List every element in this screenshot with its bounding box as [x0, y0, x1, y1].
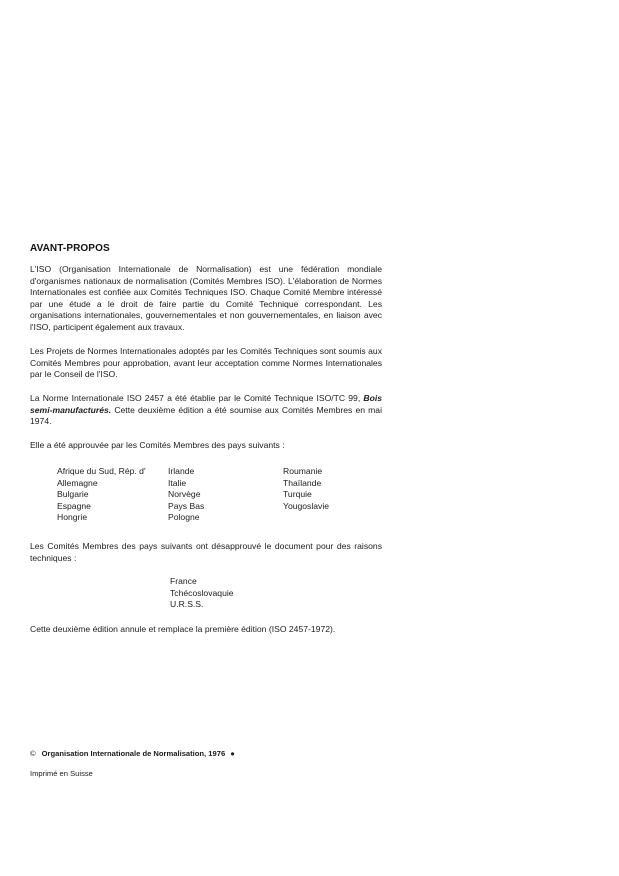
- copyright-icon: ©: [30, 749, 36, 758]
- printed-in-label: Imprimé en Suisse: [30, 769, 93, 778]
- country-item: Italie: [168, 477, 187, 488]
- country-item: Turquie: [283, 489, 312, 500]
- committee-title: Bois semi-manufacturés.: [30, 393, 382, 415]
- section-heading: AVANT-PROPOS: [30, 243, 110, 254]
- country-item: U.R.S.S.: [170, 599, 204, 610]
- approved-countries-column-1: [57, 466, 146, 524]
- standard-origin-prefix: La Norme Internationale ISO 2457 a été établie par le Comité Technique ISO/TC 99,: [30, 393, 364, 403]
- country-item: Allemagne: [57, 477, 98, 488]
- standard-origin-suffix: Cette deuxième édition a été soumise aux Comités Membres en mai 1974.: [30, 404, 382, 427]
- paragraph-standard-origin: [30, 393, 382, 428]
- country-item: Norvège: [168, 489, 201, 500]
- approval-intro: Elle a été approuvée par les Comités Membres des pays suivants :: [30, 440, 285, 450]
- country-item: Bulgarie: [57, 489, 89, 500]
- country-item: Pologne: [168, 512, 200, 523]
- copyright-text: Organisation Internationale de Normalisation, 1976: [41, 749, 226, 758]
- country-item: Pays Bas: [168, 500, 205, 511]
- paragraph-iso-intro: L'ISO (Organisation Internationale de Normalisation) est une fédération mondiale d'organismes nationaux de normalisation (Comités Membres ISO). L'élaboration de Normes Internationales est confiée aux Comités Techniques ISO. Chaque Comité Membre intéressé par une étude a le droit de faire partie du Comité Technique correspondant. Les organisations internationales, gouvernementales et non gouvernementales, en liaison avec l'ISO, participent également aux travaux.: [30, 264, 382, 332]
- country-item: Irlande: [168, 466, 195, 476]
- country-item: Roumanie: [283, 466, 323, 476]
- country-item: Yougoslavie: [283, 500, 330, 511]
- bullet-icon: ●: [230, 749, 235, 758]
- approved-countries-column-2: [168, 466, 204, 524]
- copyright-line: [30, 749, 235, 758]
- country-item: Espagne: [57, 500, 91, 511]
- disapproved-countries: [170, 576, 234, 611]
- disapproval-intro: Les Comités Membres des pays suivants ont désapprouvé le document pour des raisons techniques :: [30, 541, 382, 563]
- country-item: Thaïlande: [283, 477, 322, 488]
- paragraph-approval-process: Les Projets de Normes Internationales adoptés par les Comités Techniques sont soumis aux Comités Membres pour approbation, avant leur acceptation comme Normes Internationales par le Conseil de l'ISO.: [30, 346, 382, 380]
- country-item: France: [170, 576, 197, 586]
- country-item: Afrique du Sud, Rép. d': [57, 466, 146, 476]
- country-item: Tchécoslovaquie: [170, 587, 234, 598]
- approved-countries-column-3: [283, 466, 329, 512]
- replacement-note: Cette deuxième édition annule et remplace la première édition (ISO 2457-1972).: [30, 624, 336, 634]
- country-item: Hongrie: [57, 512, 88, 523]
